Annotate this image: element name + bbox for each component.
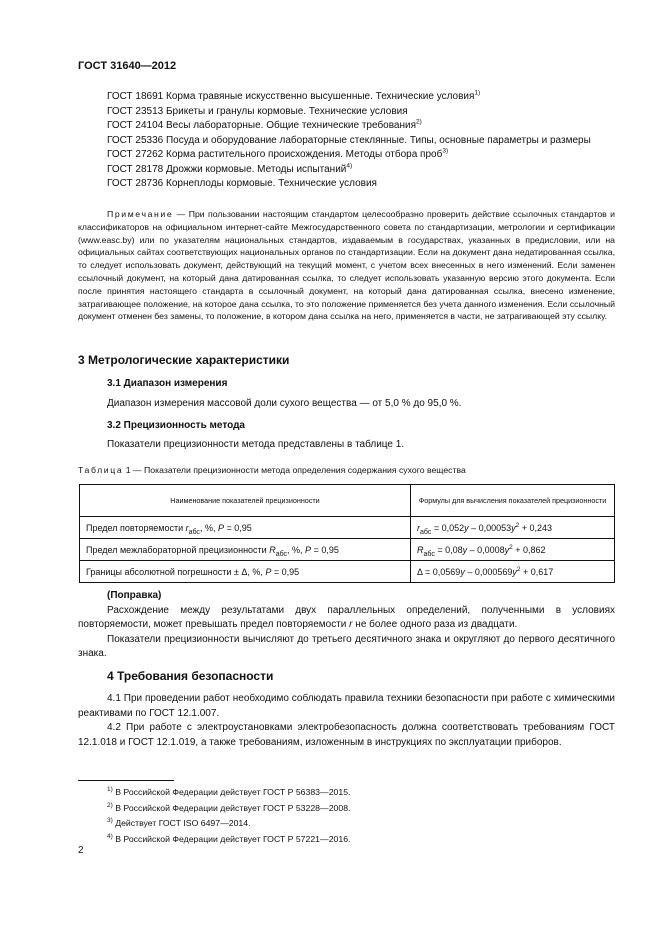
section-4-body: [78, 692, 615, 750]
precision-table: [79, 484, 615, 583]
table-row: [80, 539, 615, 561]
table-row: [80, 517, 615, 539]
note-paragraph: [78, 208, 615, 323]
footnote-item: $^{1)}$ В Российской Федерации действует ГОСТ Р 56383—2015.: [107, 786, 351, 797]
subsection-3-1-text: Диапазон измерения массовой доли сухого вещества — от 5,0 % до 95,0 %.: [107, 398, 462, 409]
footnote-item: $^{3)}$ Действует ГОСТ ISO 6497—2014.: [107, 817, 251, 829]
reference-item: ГОСТ 18691 Корма травяные искусственно высушенные. Технические условия$^{1)}$: [107, 89, 481, 102]
footnotes: [107, 785, 350, 848]
correction-block: [78, 589, 615, 662]
table-caption: Таблица 1 — Показатели прецизионности метода определения содержания сухого вещества: [78, 465, 466, 475]
document-header: ГОСТ 31640—2012: [78, 60, 177, 72]
table-cell: Границы абсолютной погрешности ± Δ, %, P = 0,95: [80, 561, 411, 583]
note-label: Примечание: [107, 209, 174, 219]
correction-title: (Поправка): [107, 590, 162, 601]
reference-item: ГОСТ 27262 Корма растительного происхождения. Методы отбора проб$^{3)}$: [107, 147, 449, 160]
section-4-paragraph: 4.1 При проведении работ необходимо соблюдать правила техники безопасности при работе с химическими реактивами по ГОСТ 12.1.007.: [78, 693, 615, 719]
table-row: [80, 561, 615, 583]
section-4-paragraph: 4.2 При работе с электроустановками электробезопасность должна соответствовать требованиям ГОСТ 12.1.018 и ГОСТ 12.1.019, а также требованиям, изложенным в инструкциях по эксплуатации приборов.: [78, 722, 615, 748]
reference-item: ГОСТ 23513 Брикеты и гранулы кормовые. Технические условия: [107, 105, 408, 117]
table-cell: $R_{абс} = 0,08y - 0,0008y^2 + 0,862$: [411, 539, 615, 561]
reference-item: ГОСТ 25336 Посуда и оборудование лабораторные стеклянные. Типы, основные параметры и размеры: [107, 134, 591, 146]
footnote-divider: [78, 780, 174, 781]
section-3-title: 3 Метрологические характеристики: [78, 353, 290, 367]
reference-item: ГОСТ 24104 Весы лабораторные. Общие технические требования$^{2)}$: [107, 118, 422, 131]
footnote-item: $^{2)}$ В Российской Федерации действует ГОСТ Р 53228—2008.: [107, 801, 351, 813]
table-cell: Предел повторяемости $r_{абс}$, %, P = 0,95: [80, 517, 411, 539]
normative-references-list: [78, 90, 615, 192]
reference-item: ГОСТ 28178 Дрожжи кормовые. Методы испытаний$^{4)}$: [107, 162, 353, 175]
subsection-3-2-text: Показатели прецизионности метода представлены в таблице 1.: [107, 439, 405, 450]
reference-item: ГОСТ 28736 Корнеплоды кормовые. Технические условия: [107, 178, 377, 189]
footnote-item: $^{4)}$ В Российской Федерации действует ГОСТ Р 57221—2016.: [107, 833, 351, 845]
correction-paragraph: Показатели прецизионности вычисляют до третьего десятичного знака и округляют до первого десятичного знака.: [78, 633, 615, 659]
column-header: Формулы для вычисления показателей прецизионности: [411, 485, 615, 517]
table-cell: Предел межлабораторной прецизионности $R_{абс}$, %, P = 0,95: [80, 539, 411, 561]
page-number: 2: [78, 845, 84, 856]
correction-paragraph: Расхождение между результатами двух параллельных определений, полученными в условиях повторяемости, может превышать предел повторяемости r не более одного раза из двадцати.: [78, 604, 615, 630]
table-header-row: [80, 485, 615, 517]
table-cell: $\Delta = 0,0569y - 0,000569y^2 + 0,617$: [411, 561, 615, 583]
section-4-title: 4 Требования безопасности: [107, 669, 274, 683]
subsection-3-1-title: 3.1 Диапазон измерения: [107, 378, 228, 389]
subsection-3-2-title: 3.2 Прецизионность метода: [107, 420, 245, 431]
column-header: Наименование показателей прецизионности: [80, 485, 411, 517]
note-text: — При пользовании настоящим стандартом целесообразно проверить действие ссылочных стандартов и классификаторов на официальном интернет-сайте Межгосударственного совета по стандартизации, метрологии и сертификации (www.easc.by) или по указателям национальных стандартов, издаваемым в государствах, указанных в предисловии, или на официальных сайтах соответствующих национальных органов по стандартизации. Если на документ дана недатированная ссылка, то следует использовать документ, действующий на текущий момент, с учетом всех внесенных в него изменений. Если заменен ссылочный документ, на который дана датированная ссылка, то следует использовать указанную версию этого документа. Если после принятия настоящего стандарта в ссылочный документ, на который дана датированная ссылка, внесено изменение, затрагивающее положение, на которое дана ссылка, то это положение применяется без учета данного изменения. Если ссылочный документ отменен без замены, то положение, в котором дана ссылка на него, применяется в части, не затрагивающей эту ссылку.: [78, 209, 615, 322]
table-cell: $r_{абс} = 0,052y - 0,00053y^2 + 0,243$: [411, 517, 615, 539]
